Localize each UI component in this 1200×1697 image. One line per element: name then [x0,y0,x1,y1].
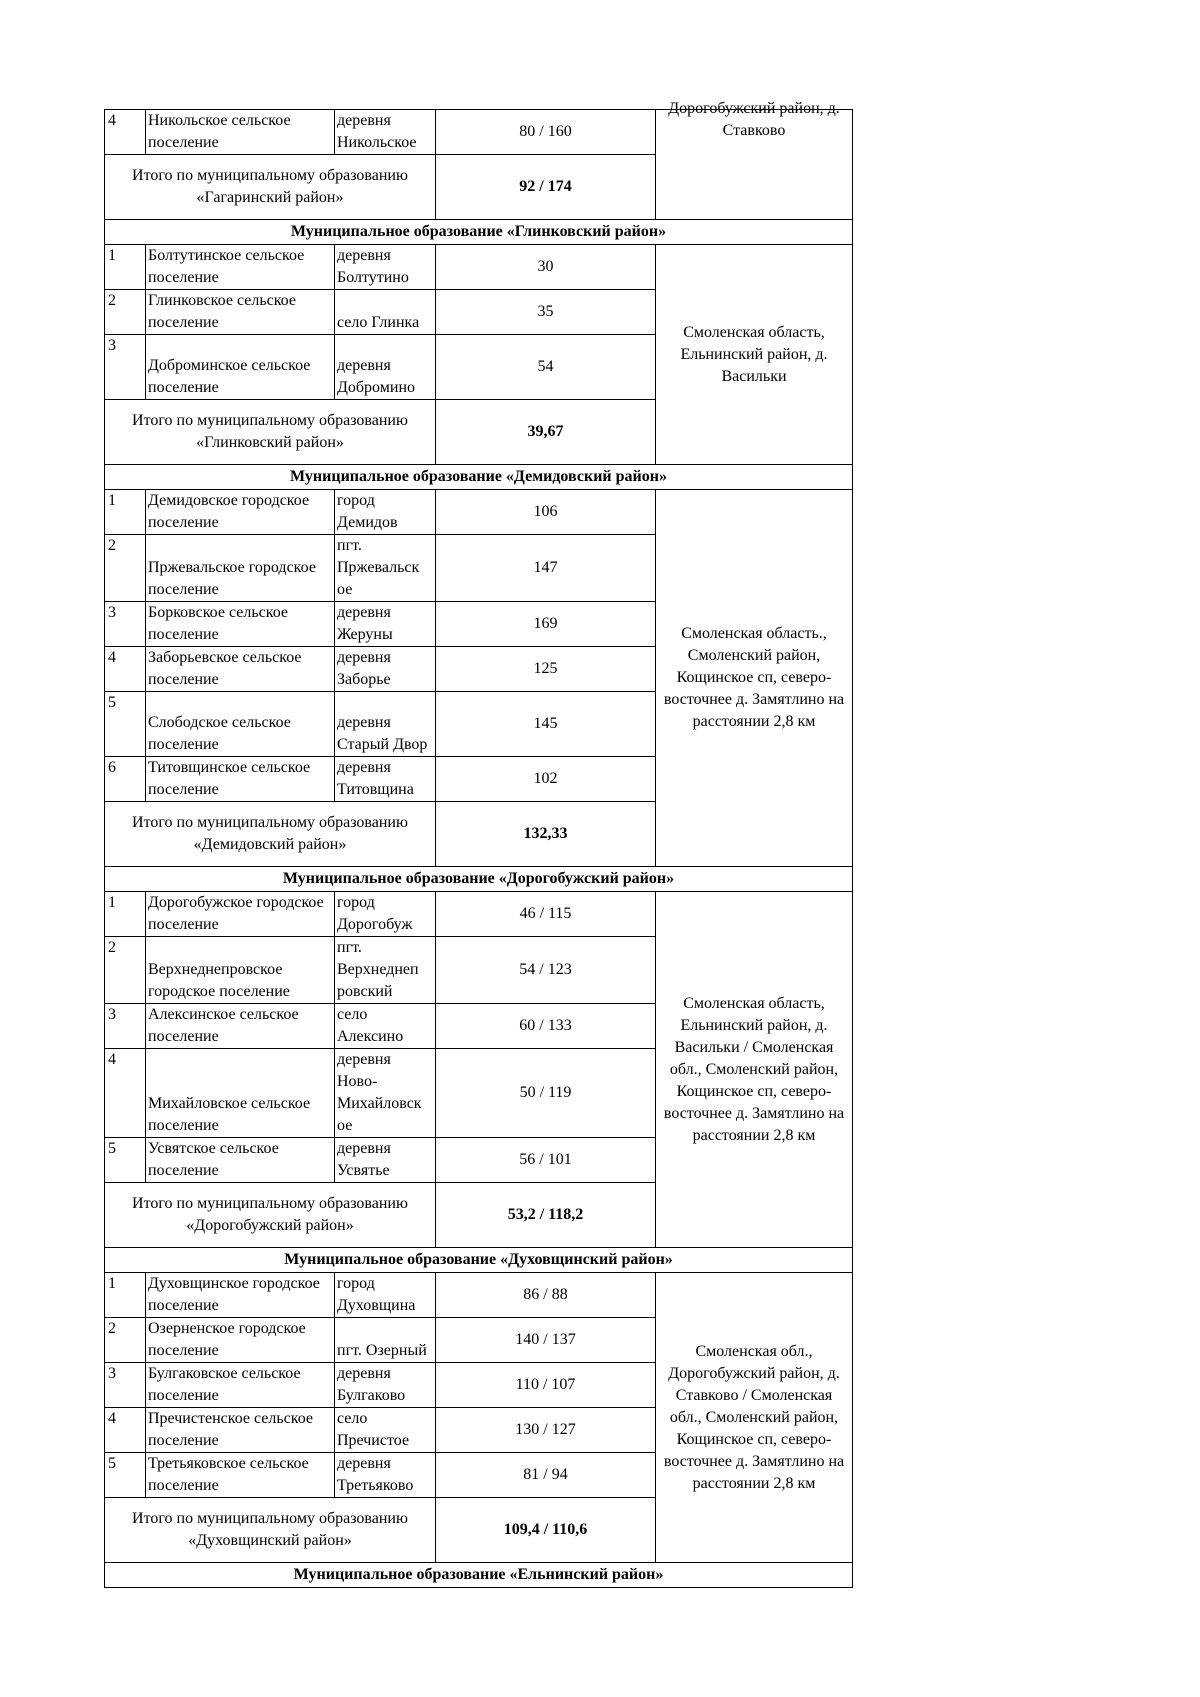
settlement-name: Духовщинское городское поселение [146,1273,335,1318]
locality-name: село Алексино [335,1004,436,1049]
locality-name: пгт. Пржевальск ое [335,535,436,602]
row-value: 86 / 88 [436,1273,656,1318]
total-value: 92 / 174 [436,155,656,220]
location-cell: Смоленская область., Смоленский район, Кощинское сп, северо-восточнее д. Замятлино на расстоянии 2,8 км [656,490,853,867]
settlement-name: Озерненское городское поселение [146,1318,335,1363]
settlement-name: Титовщинское сельское поселение [146,757,335,802]
location-cell: Смоленская обл., Дорогобужский район, д. Ставково / Смоленская обл., Смоленский район, Кощинское сп, северо-восточнее д. Замятлино на расстоянии 2,8 км [656,1273,853,1563]
locality-name: село Глинка [335,290,436,335]
settlement-name: Слободское сельское поселение [146,692,335,757]
row-number: 5 [105,1138,146,1183]
locality-name: деревня Усвятье [335,1138,436,1183]
row-value: 54 [436,335,656,400]
row-number: 4 [105,110,146,155]
row-value: 60 / 133 [436,1004,656,1049]
row-number: 3 [105,602,146,647]
locality-name: деревня Болтутино [335,245,436,290]
locality-name: пгт. Верхнеднеп ровский [335,937,436,1004]
row-number: 4 [105,647,146,692]
table-row [105,245,853,290]
row-number: 2 [105,535,146,602]
settlement-name: Пречистенское сельское поселение [146,1408,335,1453]
settlement-name: Михайловское сельское поселение [146,1049,335,1138]
section-header: Муниципальное образование «Дорогобужский район» [105,867,853,892]
total-label: Итого по муниципальному образованию «Глинковский район» [105,400,436,465]
total-value: 39,67 [436,400,656,465]
table-row [105,892,853,937]
row-value: 46 / 115 [436,892,656,937]
row-value: 54 / 123 [436,937,656,1004]
total-label: Итого по муниципальному образованию «Духовщинский район» [105,1498,436,1563]
section-header: Муниципальное образование «Демидовский район» [105,465,853,490]
locality-name: деревня Третьяково [335,1453,436,1498]
table-row [105,490,853,535]
locality-name: город Демидов [335,490,436,535]
section-header-row [105,1563,853,1588]
location-cell [656,100,853,220]
row-value: 80 / 160 [436,110,656,155]
row-number: 1 [105,892,146,937]
total-value: 109,4 / 110,6 [436,1498,656,1563]
location-text: Ставково [722,122,786,139]
row-number: 4 [105,1049,146,1138]
settlement-name: Борковское сельское поселение [146,602,335,647]
section-header: Муниципальное образование «Ельнинский район» [105,1563,853,1588]
locality-name: село Пречистое [335,1408,436,1453]
row-number: 5 [105,692,146,757]
document-table [104,100,853,1588]
section-header-row [105,867,853,892]
table-row [105,1273,853,1318]
row-number: 2 [105,1318,146,1363]
row-value: 35 [436,290,656,335]
locality-name: город Духовщина [335,1273,436,1318]
row-number: 1 [105,245,146,290]
row-value: 102 [436,757,656,802]
locality-name: деревня Добромино [335,335,436,400]
settlement-name: Заборьевское сельское поселение [146,647,335,692]
locality-name: деревня Старый Двор [335,692,436,757]
table-row [105,110,853,155]
row-value: 106 [436,490,656,535]
row-number: 5 [105,1453,146,1498]
row-number: 2 [105,937,146,1004]
settlement-name: Алексинское сельское поселение [146,1004,335,1049]
locality-name: деревня Титовщина [335,757,436,802]
row-value: 110 / 107 [436,1363,656,1408]
locality-name: город Дорогобуж [335,892,436,937]
total-value: 53,2 / 118,2 [436,1183,656,1248]
row-value: 50 / 119 [436,1049,656,1138]
total-label: Итого по муниципальному образованию «Демидовский район» [105,802,436,867]
section-header: Муниципальное образование «Духовщинский район» [105,1248,853,1273]
row-number: 1 [105,1273,146,1318]
settlement-name: Доброминское сельское поселение [146,335,335,400]
row-value: 147 [436,535,656,602]
settlement-name: Усвятское сельское поселение [146,1138,335,1183]
settlement-name: Глинковское сельское поселение [146,290,335,335]
row-value: 81 / 94 [436,1453,656,1498]
row-value: 145 [436,692,656,757]
settlement-name: Третьяковское сельское поселение [146,1453,335,1498]
row-value: 130 / 127 [436,1408,656,1453]
row-value: 169 [436,602,656,647]
row-number: 6 [105,757,146,802]
locality-name: деревня Булгаково [335,1363,436,1408]
location-cell: Смоленская область, Ельнинский район, д. Васильки / Смоленская обл., Смоленский район, Кощинское сп, северо-восточнее д. Замятлино на расстоянии 2,8 км [656,892,853,1248]
total-label: Итого по муниципальному образованию «Дорогобужский район» [105,1183,436,1248]
location-cell: Смоленская область, Ельнинский район, д. Васильки [656,245,853,465]
row-value: 30 [436,245,656,290]
total-value: 132,33 [436,802,656,867]
row-value: 56 / 101 [436,1138,656,1183]
settlement-name: Пржевальское городское поселение [146,535,335,602]
row-number: 3 [105,335,146,400]
section-header: Муниципальное образование «Глинковский район» [105,220,853,245]
location-clipped-text: Дорогобужский район, д. [668,100,840,117]
row-number: 2 [105,290,146,335]
row-number: 4 [105,1408,146,1453]
locality-name: деревня Ново-Михайловск ое [335,1049,436,1138]
locality-name: пгт. Озерный [335,1318,436,1363]
row-number: 1 [105,490,146,535]
section-header-row [105,1248,853,1273]
row-value: 140 / 137 [436,1318,656,1363]
settlement-name: Дорогобужское городское поселение [146,892,335,937]
row-number: 3 [105,1363,146,1408]
settlement-name: Верхнеднепровское городское поселение [146,937,335,1004]
section-header-row [105,220,853,245]
row-value: 125 [436,647,656,692]
settlement-name: Болтутинское сельское поселение [146,245,335,290]
settlement-name: Демидовское городское поселение [146,490,335,535]
locality-name: деревня Заборье [335,647,436,692]
section-header-row [105,465,853,490]
locality-name: деревня Никольское [335,110,436,155]
settlement-name: Никольское сельское поселение [146,110,335,155]
locality-name: деревня Жеруны [335,602,436,647]
total-label: Итого по муниципальному образованию «Гагаринский район» [105,155,436,220]
settlement-name: Булгаковское сельское поселение [146,1363,335,1408]
row-number: 3 [105,1004,146,1049]
